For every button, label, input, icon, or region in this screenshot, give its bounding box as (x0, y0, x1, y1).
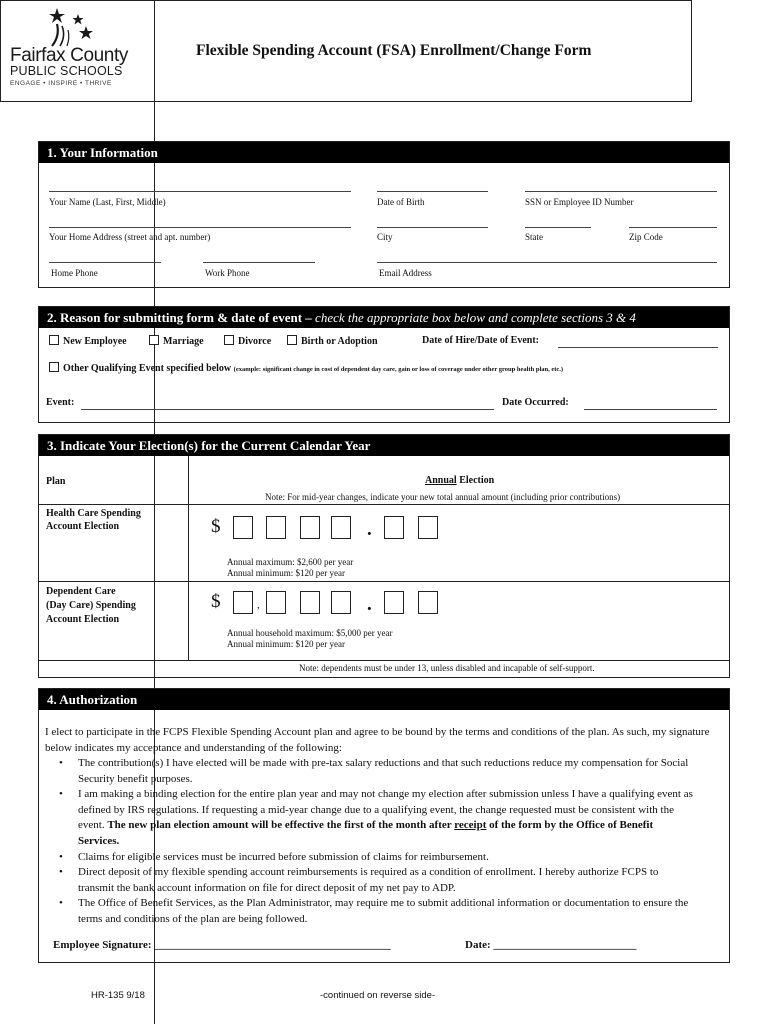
work-phone-label: Work Phone (205, 268, 250, 278)
checkbox[interactable] (49, 335, 59, 345)
section-2-heading: 2. Reason for submitting form & date of event – check the appropriate box below and complete sections 3 & 4 (39, 307, 729, 328)
decimal-point: . (367, 594, 372, 615)
dependent-digit-3[interactable] (300, 591, 320, 614)
hire-date-field[interactable] (558, 347, 718, 348)
checkbox[interactable] (49, 362, 59, 372)
continued-note: -continued on reverse side- (320, 990, 436, 1001)
authorization-terms (45, 756, 695, 928)
form-id: HR-135 9/18 (91, 990, 145, 1001)
currency-symbol: $ (211, 591, 221, 612)
form-title: Flexible Spending Account (FSA) Enrollment/Change Form (196, 42, 592, 59)
logo-stars-icon (48, 6, 98, 48)
dob-field[interactable] (377, 191, 488, 192)
name-field[interactable] (49, 191, 351, 192)
home-phone-field[interactable] (49, 262, 161, 263)
checkbox[interactable] (287, 335, 297, 345)
dependent-max: Annual household maximum: $5,000 per year (227, 628, 393, 638)
option-new-employee[interactable]: New Employee (49, 335, 127, 347)
checkbox[interactable] (149, 335, 159, 345)
event-label: Event: (46, 397, 75, 408)
address-field[interactable] (49, 227, 351, 228)
term-binding-election: • I am making a binding election for the entire plan year and may not change my election after submission unless I have a qualifying event as defined by IRS regulations. If requesting a mid-year change due to a qualifying event, the change requested must be consistent with the event. The new plan election amount will be effective the first of the month after receipt of the form by the Office of Benefit Services. (45, 787, 695, 849)
dependent-care-label-line3: Account Election (46, 614, 120, 625)
term-direct-deposit: • Direct deposit of my flexible spending account reimbursements is required as a condition of enrollment. I hereby authorize FCPS to transmit the bank account information on file for direct deposit of my net pay to ADP. (45, 865, 695, 896)
health-cents-1[interactable] (384, 516, 404, 539)
health-cents-2[interactable] (418, 516, 438, 539)
form-header (0, 0, 692, 102)
dependent-cents-2[interactable] (418, 591, 438, 614)
city-label: City (377, 232, 393, 242)
dependent-digit-1[interactable] (233, 591, 253, 614)
health-care-label-line2: Account Election (46, 521, 120, 532)
ssn-field[interactable] (525, 191, 717, 192)
health-digit-4[interactable] (331, 516, 351, 539)
work-phone-field[interactable] (203, 262, 315, 263)
plan-column-header: Plan (46, 476, 66, 487)
logo-name: Fairfax County (10, 45, 128, 66)
option-divorce[interactable]: Divorce (224, 335, 271, 347)
option-other-event[interactable]: Other Qualifying Event specified below (example: significant change in cost of dependent day care, gain or loss of coverage under other group health plan, etc.) (49, 362, 563, 374)
zip-field[interactable] (629, 227, 717, 228)
health-max: Annual maximum: $2,600 per year (227, 557, 354, 567)
state-label: State (525, 232, 543, 242)
health-min: Annual minimum: $120 per year (227, 568, 345, 578)
home-phone-label: Home Phone (51, 268, 98, 278)
section-authorization (38, 688, 730, 963)
health-digit-1[interactable] (233, 516, 253, 539)
thousands-comma: , (257, 599, 260, 611)
dependent-care-label-line1: Dependent Care (46, 586, 116, 597)
dependent-min: Annual minimum: $120 per year (227, 639, 345, 649)
dependent-digit-2[interactable] (266, 591, 286, 614)
signature-date-field[interactable]: Date: __________________________ (465, 939, 637, 951)
dependent-age-note: Note: dependents must be under 13, unless disabled and incapable of self-support. (299, 663, 595, 673)
section-3-heading: 3. Indicate Your Election(s) for the Current Calendar Year (39, 435, 729, 456)
state-field[interactable] (525, 227, 591, 228)
term-pretax: • The contribution(s) I have elected will be made with pre-tax salary reductions and that such reductions reduce my compensation for Social Security benefit purposes. (45, 756, 695, 787)
logo-tagline: ENGAGE • INSPIRE • THRIVE (10, 80, 112, 87)
annual-election-header: Annual Election (425, 475, 495, 486)
ssn-label: SSN or Employee ID Number (525, 197, 634, 207)
health-care-label-line1: Health Care Spending (46, 508, 141, 519)
decimal-point: . (367, 519, 372, 540)
employee-signature-field[interactable]: Employee Signature: ___________________________________________ (53, 939, 391, 951)
term-documentation: • The Office of Benefit Services, as the Plan Administrator, may require me to submit additional information or documentation to ensure the terms and conditions of the plan are being followed. (45, 896, 695, 927)
hire-date-label: Date of Hire/Date of Event: (422, 335, 540, 346)
currency-symbol: $ (211, 516, 221, 537)
dependent-digit-4[interactable] (331, 591, 351, 614)
section-4-heading: 4. Authorization (39, 689, 729, 710)
address-label: Your Home Address (street and apt. number) (49, 232, 211, 242)
section-1-heading: 1. Your Information (39, 142, 729, 163)
email-field[interactable] (377, 262, 717, 263)
health-digit-3[interactable] (300, 516, 320, 539)
email-label: Email Address (379, 268, 432, 278)
dependent-cents-1[interactable] (384, 591, 404, 614)
option-birth-adoption[interactable]: Birth or Adoption (287, 335, 378, 347)
date-occurred-field[interactable] (584, 409, 717, 410)
dependent-care-label-line2: (Day Care) Spending (46, 600, 136, 611)
zip-label: Zip Code (629, 232, 663, 242)
dob-label: Date of Birth (377, 197, 425, 207)
option-marriage[interactable]: Marriage (149, 335, 204, 347)
midyear-note: Note: For mid-year changes, indicate your new total annual amount (including prior contributions) (265, 492, 621, 502)
date-occurred-label: Date Occurred: (502, 397, 569, 408)
authorization-intro: I elect to participate in the FCPS Flexible Spending Account plan and agree to be bound by the terms and conditions of the plan. As such, my signature below indicates my acceptance and understanding of the following: (45, 726, 710, 754)
logo-subtitle: PUBLIC SCHOOLS (10, 64, 123, 78)
health-digit-2[interactable] (266, 516, 286, 539)
term-claims: • Claims for eligible services must be incurred before submission of claims for reimbursement. (45, 850, 695, 866)
checkbox[interactable] (224, 335, 234, 345)
event-field[interactable] (81, 409, 494, 410)
section-reason (38, 306, 730, 423)
section-your-information (38, 141, 730, 288)
name-label: Your Name (Last, First, Middle) (49, 197, 166, 207)
section-election (38, 434, 730, 678)
city-field[interactable] (377, 227, 488, 228)
